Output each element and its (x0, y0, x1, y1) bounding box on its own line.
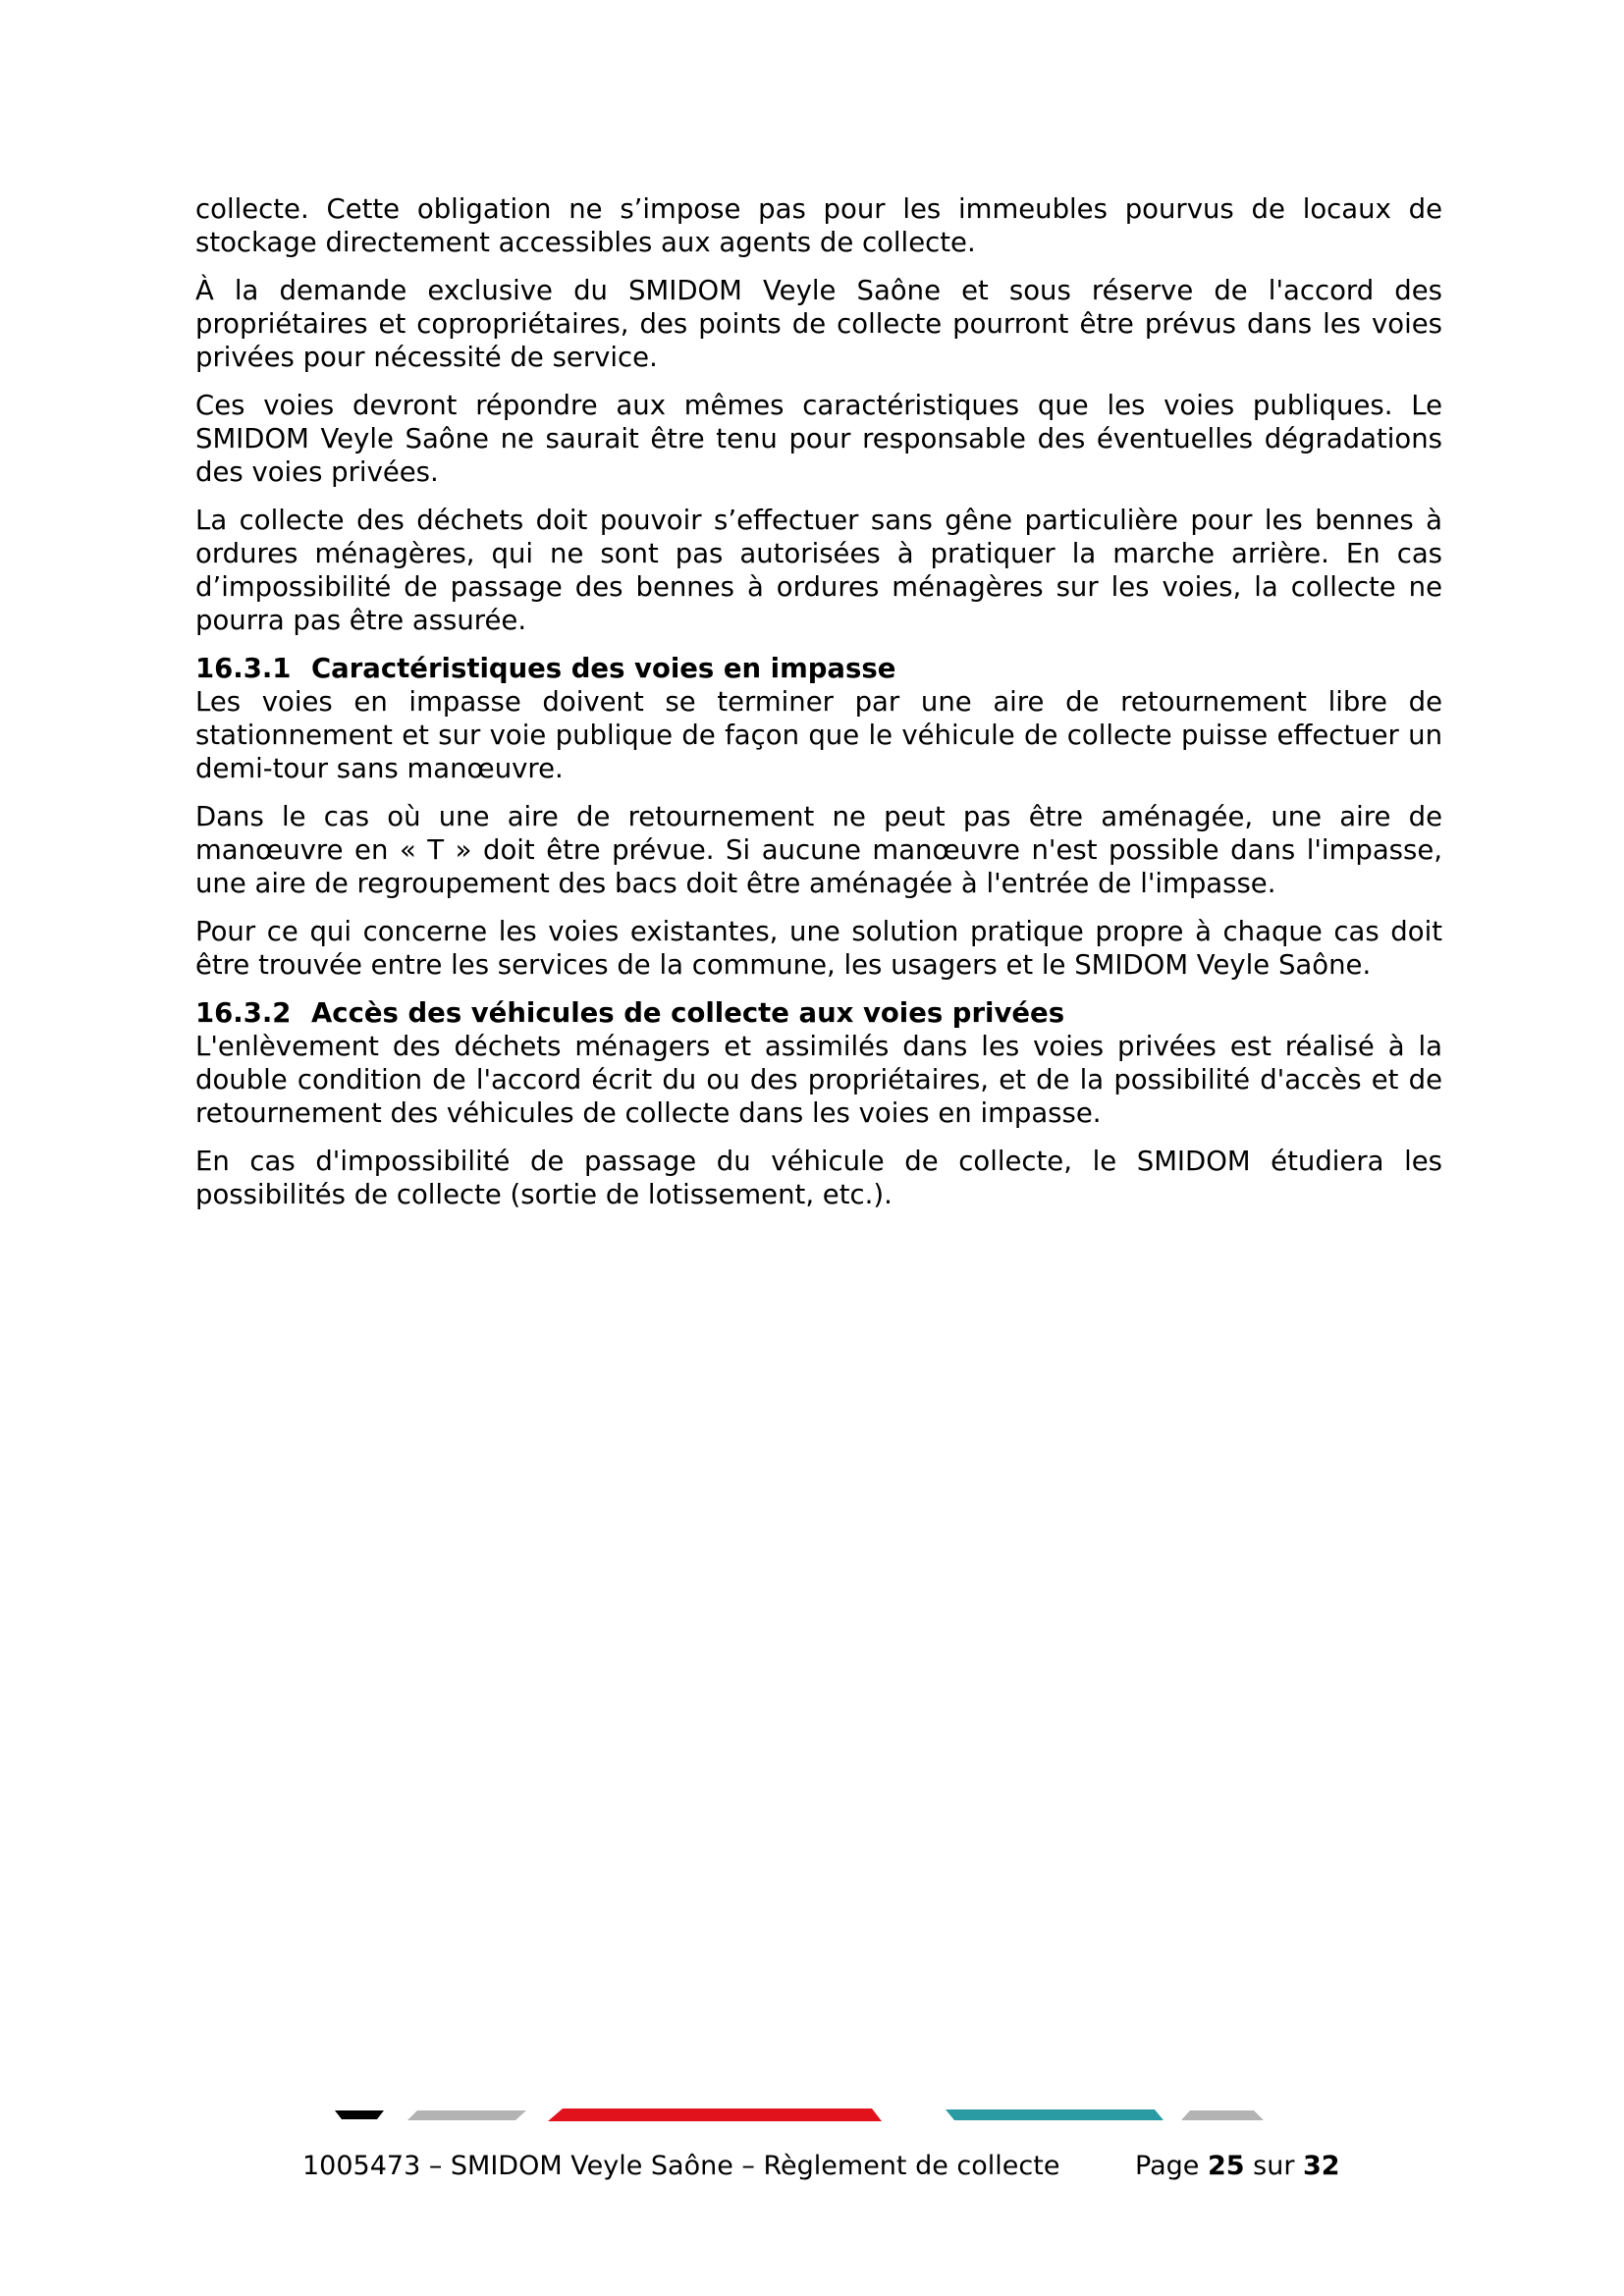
section-number: 16.3.2 (195, 997, 292, 1029)
paragraph: Les voies en impasse doivent se terminer par une aire de retournement libre de stationnement et sur voie publique de façon que le véhicule de collecte puisse effectuer un demi-tour sans manœuvre. (195, 686, 1442, 784)
page-body (195, 192, 1442, 1226)
page-total: 32 (1303, 2151, 1340, 2181)
footer-document-reference: 1005473 – SMIDOM Veyle Saône – Règlement de collecte (302, 2151, 1060, 2181)
stripe-gray-1 (407, 2110, 526, 2120)
paragraph: collecte. Cette obligation ne s’impose pas pour les immeubles pourvus de locaux de stockage directement accessibles aux agents de collecte. (195, 193, 1442, 258)
stripe-red (548, 2109, 882, 2121)
stripe-teal (946, 2109, 1164, 2120)
paragraph: En cas d'impossibilité de passage du véhicule de collecte, le SMIDOM étudiera les possibilités de collecte (sortie de lotissement, etc.). (195, 1146, 1442, 1210)
page-current: 25 (1207, 2151, 1245, 2181)
section-number: 16.3.1 (195, 653, 292, 684)
paragraph: Pour ce qui concerne les voies existantes, une solution pratique propre à chaque cas doit être trouvée entre les services de la commune, les usagers et le SMIDOM Veyle Saône. (195, 916, 1442, 981)
stripe-gray-2 (1181, 2110, 1264, 2120)
page-label: Page (1135, 2151, 1200, 2181)
section-heading-16-3-1 (195, 652, 1442, 685)
paragraph: L'enlèvement des déchets ménagers et assimilés dans les voies privées est réalisé à la double condition de l'accord écrit du ou des propriétaires, et de la possibilité d'accès et de retournement des véhicules de collecte dans les voies en impasse. (195, 1031, 1442, 1129)
section-heading-16-3-2 (195, 996, 1442, 1030)
section-title: Caractéristiques des voies en impasse (311, 653, 896, 684)
paragraph: Dans le cas où une aire de retournement ne peut pas être aménagée, une aire de manœuvre en « T » doit être prévue. Si aucune manœuvre n'est possible dans l'impasse, une aire de regroupement des bacs doit être aménagée à l'entrée de l'impasse. (195, 801, 1442, 899)
footer-page-number (1135, 2150, 1340, 2183)
stripe-black (335, 2110, 384, 2119)
section-title: Accès des véhicules de collecte aux voies privées (311, 997, 1065, 1029)
page-of-label: sur (1253, 2151, 1295, 2181)
paragraph: La collecte des déchets doit pouvoir s’effectuer sans gêne particulière pour les bennes à ordures ménagères, qui ne sont pas autorisées à pratiquer la marche arrière. En cas d’impossibilité de passage des bennes à ordures ménagères sur les voies, la collecte ne pourra pas être assurée. (195, 505, 1442, 636)
paragraph: À la demande exclusive du SMIDOM Veyle Saône et sous réserve de l'accord des propriétaires et copropriétaires, des points de collecte pourront être prévus dans les voies privées pour nécessité de service. (195, 275, 1442, 373)
paragraph: Ces voies devront répondre aux mêmes caractéristiques que les voies publiques. Le SMIDOM Veyle Saône ne saurait être tenu pour responsable des éventuelles dégradations des voies privées. (195, 390, 1442, 488)
